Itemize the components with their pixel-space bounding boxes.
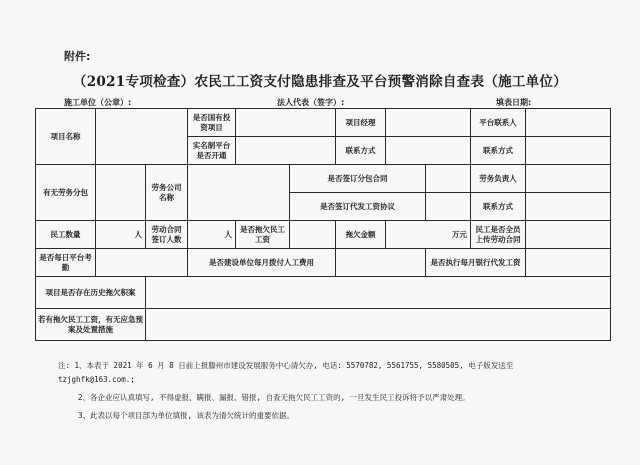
attachment-label: 附件:	[64, 50, 91, 63]
project-name-field[interactable]	[96, 109, 188, 165]
signed-wage-agreement-field[interactable]	[426, 193, 471, 221]
labor-manager-label: 劳务负责人	[471, 165, 526, 193]
note-1: 注: 1、本表于 2021 年 6 月 8 日前上报滕州市建设发展服务中心清欠办, 电话: 5570782, 5561755, 5580505, 电子版发送至	[58, 361, 514, 370]
note-2: 2、各企业应认真填写, 不得虚报、瞒报、漏报、错报, 自查无拖欠民工工资的, 一旦发生民工投诉将予以严肃处理。	[78, 393, 470, 402]
history-arrears-field[interactable]	[146, 277, 611, 309]
contact-method-label: 联系方式	[471, 193, 526, 221]
state-investment-field[interactable]	[236, 109, 336, 137]
project-manager-label: 项目经理	[336, 109, 386, 137]
signed-wage-agreement-label: 是否签订代发工资协议	[290, 193, 426, 221]
upload-contract-label: 民工是否全员上传劳动合同	[471, 221, 526, 249]
wage-arrears-label: 是否拖欠民工工资	[236, 221, 290, 249]
monthly-bank-pay-label: 是否执行每月银行代发工资	[426, 249, 526, 277]
arrears-amount-field[interactable]: 万元	[386, 221, 471, 249]
note-1-email: tzjghfk@163.com.;	[58, 375, 135, 384]
notes-section	[58, 360, 618, 428]
state-investment-label: 是否国有投资项目	[188, 109, 236, 137]
labor-manager-field[interactable]	[526, 165, 611, 193]
inspection-form-table	[35, 108, 611, 341]
project-manager-field[interactable]	[386, 109, 471, 137]
upload-contract-field[interactable]	[526, 221, 611, 249]
pm-contact-field[interactable]	[386, 137, 471, 165]
labor-subcontract-label: 有无劳务分包	[36, 165, 96, 221]
worker-count-label: 民工数量	[36, 221, 96, 249]
labor-company-label: 劳务公司名称	[146, 165, 188, 221]
wage-arrears-field[interactable]	[290, 221, 336, 249]
contact-method-label: 联系方式	[336, 137, 386, 165]
daily-attendance-field[interactable]	[96, 249, 188, 277]
signed-subcontract-field[interactable]	[426, 165, 471, 193]
platform-contact-field[interactable]	[526, 109, 611, 137]
monthly-labor-fee-field[interactable]	[336, 249, 426, 277]
history-arrears-label: 项目是否存在历史拖欠积案	[36, 277, 146, 309]
emergency-plan-label: 若有拖欠民工工资，有无应急预案及处置措施	[36, 309, 146, 341]
page-title: （2021专项检查）农民工工资支付隐患排查及平台预警消除自查表（施工单位）	[72, 74, 568, 90]
monthly-labor-fee-label: 是否建设单位每月拨付人工费用	[188, 249, 336, 277]
project-name-label: 项目名称	[36, 109, 96, 165]
worker-count-field[interactable]: 人	[96, 221, 146, 249]
daily-attendance-label: 是否每日平台考勤	[36, 249, 96, 277]
company-seal-label: 施工单位（公章）:	[64, 98, 132, 107]
emergency-plan-field[interactable]	[146, 309, 611, 341]
labor-subcontract-field[interactable]	[96, 165, 146, 221]
realname-platform-label: 实名制平台是否开通	[188, 137, 236, 165]
labor-contract-count-label: 劳动合同签订人数	[146, 221, 188, 249]
arrears-amount-label: 拖欠金额	[336, 221, 386, 249]
labor-contract-count-field[interactable]: 人	[188, 221, 236, 249]
legal-rep-label: 法人代表（签字）:	[277, 98, 345, 107]
contact-method-label: 联系方式	[471, 137, 526, 165]
labor-manager-contact-field[interactable]	[526, 193, 611, 221]
signed-subcontract-label: 是否签订分包合同	[290, 165, 426, 193]
platform-contact-phone-field[interactable]	[526, 137, 611, 165]
platform-contact-label: 平台联系人	[471, 109, 526, 137]
realname-platform-field[interactable]	[236, 137, 336, 165]
note-3: 3、此表以每个项目部为单位填报, 该表为清欠统计的重要依据。	[78, 411, 295, 420]
fill-date-label: 填表日期:	[496, 98, 532, 107]
monthly-bank-pay-field[interactable]	[526, 249, 611, 277]
labor-company-field[interactable]	[188, 165, 290, 221]
